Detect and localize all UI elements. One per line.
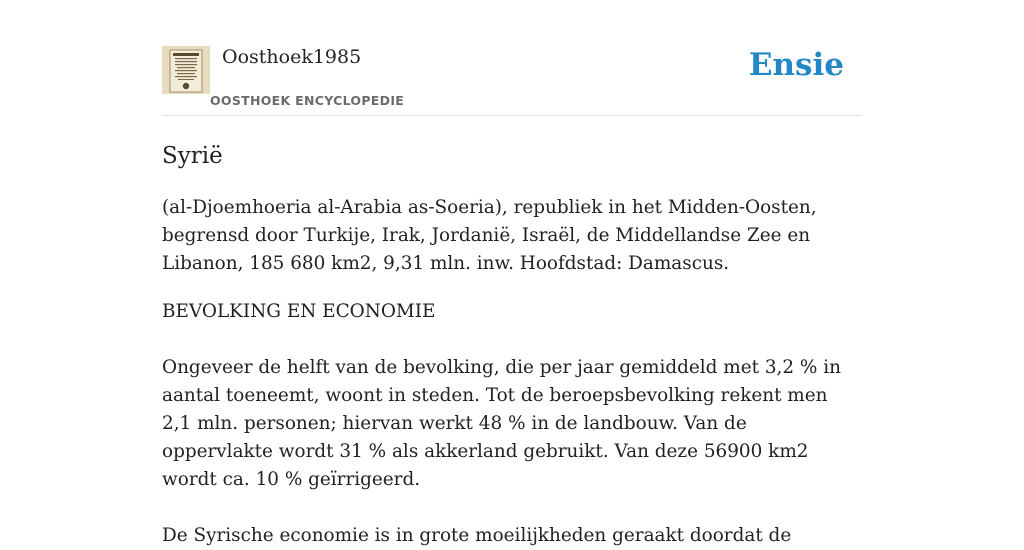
article-title: Syrië	[162, 143, 223, 169]
author-name[interactable]: Oosthoek1985	[222, 46, 362, 68]
article-container	[162, 0, 862, 550]
article-header	[162, 0, 862, 116]
article-paragraph: Ongeveer de helft van de bevolking, die per jaar gemiddeld met 3,2 % in aantal toeneemt, woont in steden. Tot de beroepsbevolking rekent men 2,1 mln. personen; hiervan werkt 48 % in de landbouw. Van de oppervlakte wordt 31 % als akkerland gebruikt. Van deze 56900 km2 wordt ca. 10 % geïrrigeerd.	[162, 357, 841, 490]
author-avatar[interactable]	[162, 46, 210, 94]
section-heading: BEVOLKING EN ECONOMIE	[162, 301, 436, 322]
book-cover-icon	[162, 46, 210, 94]
ensie-logo[interactable]: Ensie	[748, 47, 844, 83]
article-paragraph: De Syrische economie is in grote moeilijkheden geraakt doordat de	[162, 525, 792, 546]
article-intro: (al-Djoemhoeria al-Arabia as-Soeria), republiek in het Midden-Oosten, begrensd door Turkije, Irak, Jordanië, Israël, de Middellandse Zee en Libanon, 185 680 km2, 9,31 mln. inw. Hoofdstad: Damascus.	[162, 197, 817, 274]
publication-name[interactable]: OOSTHOEK ENCYCLOPEDIE	[210, 93, 405, 108]
